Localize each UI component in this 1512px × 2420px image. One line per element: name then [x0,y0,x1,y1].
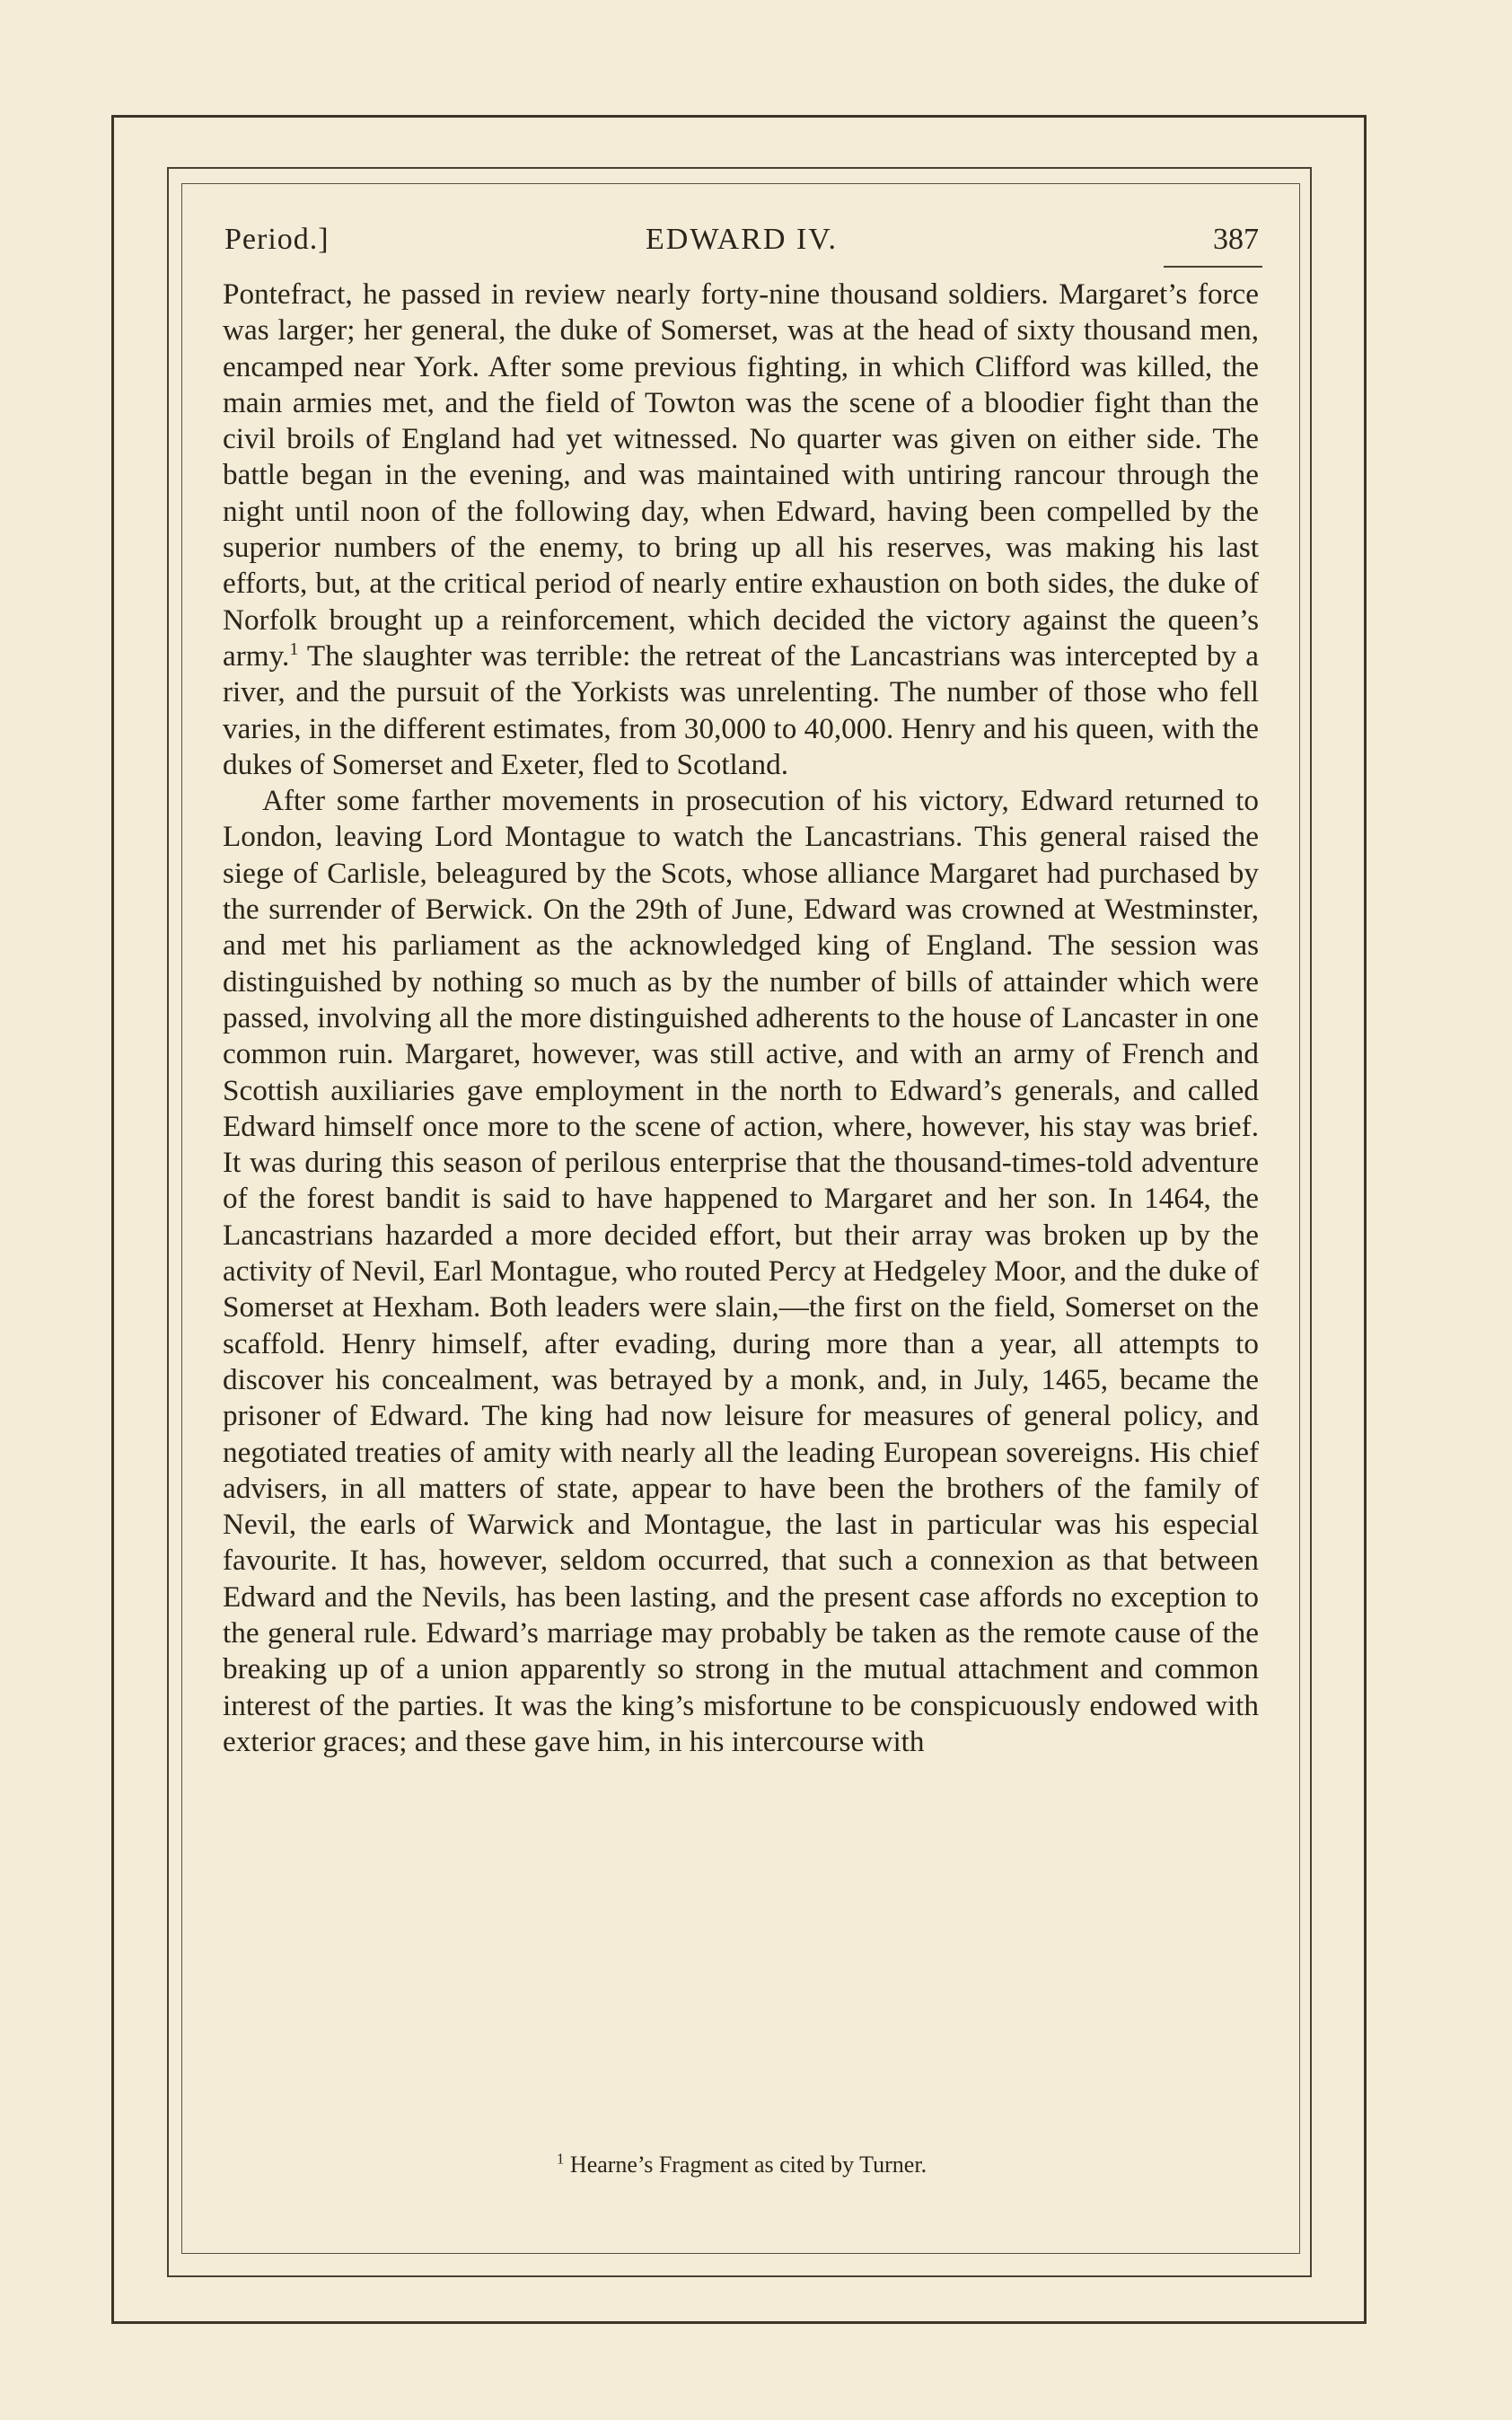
paragraph-1 [223,277,1259,783]
paragraph-2: After some farther movements in prosecution of his victory, Edward returned to London, leaving Lord Montague to watch the Lancastrians. This general raised the siege of Carlisle, beleagured by the Scots, whose alliance Margaret had purchased by the surrender of Berwick. On the 29th of June, Edward was crowned at Westminster, and met his parliament as the acknowledged king of England. The session was distinguished by nothing so much as by the number of bills of attainder which were passed, involving all the more distinguished adherents to the house of Lancaster in one common ruin. Margaret, however, was still active, and with an army of French and Scottish auxiliaries gave employment in the north to Edward’s generals, and called Edward himself once more to the scene of action, where, however, his stay was brief. It was during this season of perilous enterprise that the thousand-times-told adventure of the forest bandit is said to have happened to Margaret and her son. In 1464, the Lancastrians hazarded a more decided effort, but their array was broken up by the activity of Nevil, Earl Montague, who routed Percy at Hedgeley Moor, and the duke of Somerset at Hexham. Both leaders were slain,—the first on the field, Somerset on the scaffold. Henry himself, after evading, during more than a year, all attempts to discover his concealment, was betrayed by a monk, and, in July, 1465, became the prisoner of Edward. The king had now leisure for measures of general policy, and negotiated treaties of amity with nearly all the leading European sovereigns. His chief advisers, in all matters of state, appear to have been the brothers of the family of Nevil, the earls of Warwick and Montague, the last in particular was his especial favourite. It has, however, seldom occurred, that such a connexion as that between Edward and the Nevils, has been lasting, and the present case affords no exception to the general rule. Edward’s marriage may probably be taken as the remote cause of the breaking up of a union apparently so strong in the mutual attachment and common interest of the parties. It was the king’s misfortune to be conspicuously endowed with exterior graces; and these gave him, in his intercourse with [223,784,1259,1758]
header-chapter-title: EDWARD IV. [646,223,838,256]
footnote-mark: 1 [556,2150,565,2168]
header-rule [1164,266,1262,268]
footnote-reference: 1 [289,638,299,659]
footnote-text: Hearne’s Fragment as cited by Turner. [564,2152,927,2178]
body-text [223,277,1259,1760]
page-number: 387 [1213,223,1259,256]
header-section-label: Period.] [224,223,330,256]
footnote [224,2150,1259,2180]
paragraph-1-text: Pontefract, he passed in review nearly forty-nine thousand soldiers. Margaret’s force was larger; her general, the duke of Somerset, was at the head of sixty thousand men, encamped near York. After some previous fighting, in which Clifford was killed, the main armies met, and the field of Towton was the scene of a bloodier fight than the civil broils of England had yet witnessed. No quarter was given on either side. The battle began in the evening, and was maintained with untiring rancour through the night until noon of the following day, when Edward, having been compelled by the superior numbers of the enemy, to bring up all his reserves, was making his last efforts, but, at the critical period of nearly entire exhaustion on both sides, the duke of Norfolk brought up a reinforcement, which decided the victory against the queen’s army. [223,277,1259,673]
paragraph-1-continuation: The slaughter was terrible: the retreat of the Lancastrians was intercepted by a river, and the pursuit of the Yorkists was unrelenting. The number of those who fell varies, in the different estimates, from 30,000 to 40,000. Henry and his queen, with the dukes of Somerset and Exeter, fled to Scotland. [223,638,1259,781]
running-header [224,223,1259,264]
